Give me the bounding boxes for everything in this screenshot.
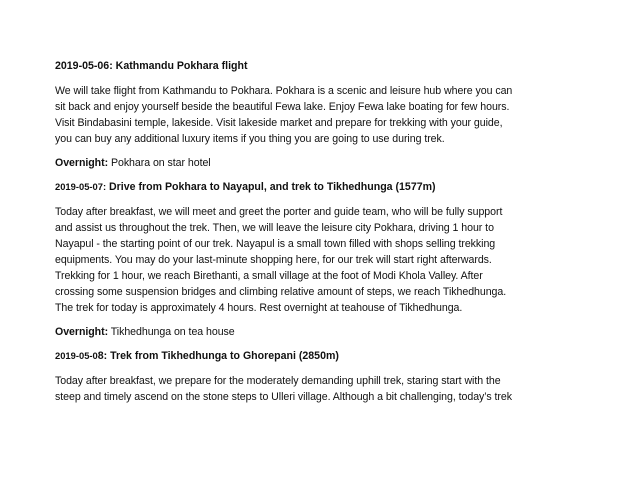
day2-heading (55, 179, 590, 195)
day1-line: you can buy any additional luxury items if you thing you are going to use during trek. (55, 133, 445, 145)
day3-date: 2019-05-0 (55, 350, 98, 361)
day2-description (55, 204, 590, 316)
day3-line: Today after breakfast, we prepare for the moderately demanding uphill trek, staring start with the (55, 375, 501, 387)
day1-line: sit back and enjoy yourself beside the beautiful Fewa lake. Enjoy Fewa lake boating for few hours. (55, 101, 510, 113)
day2-title: Drive from Pokhara to Nayapul, and trek to Tikhedhunga (1577m) (106, 181, 436, 193)
day3-line: steep and timely ascend on the stone steps to Ulleri village. Although a bit challenging, today’s trek (55, 391, 512, 403)
itinerary-document (55, 58, 590, 413)
day2-line: The trek for today is approximately 4 hours. Rest overnight at teahouse of Tikhedhunga. (55, 302, 463, 314)
day1-title: Kathmandu Pokhara flight (112, 60, 248, 72)
day1-overnight-text: Pokhara on star hotel (108, 157, 211, 169)
day2-overnight (55, 324, 590, 340)
day3-heading (55, 348, 590, 364)
day2-line: Today after breakfast, we will meet and greet the porter and guide team, who will be fully support (55, 206, 503, 218)
day1-overnight-label: Overnight: (55, 157, 109, 169)
day1-line: We will take flight from Kathmandu to Pokhara. Pokhara is a scenic and leisure hub where you can (55, 85, 513, 97)
day2-line: crossing some suspension bridges and climbing relative amount of steps, we reach Tikhedhunga. (55, 286, 507, 298)
day2-line: Nayapul - the starting point of our trek. Nayapul is a small town filled with shops selling trekking (55, 238, 496, 250)
day2-overnight-text: Tikhedhunga on tea house (108, 326, 235, 338)
day1-heading (55, 58, 590, 74)
day2-overnight-label: Overnight: (55, 326, 109, 338)
day3-title: Trek from Tikhedhunga to Ghorepani (2850m) (107, 350, 339, 362)
day2-line: equipments. You may do your last-minute shopping here, for our trek will start right afterwards. (55, 254, 492, 266)
day2-date: 2019-05-07: (55, 181, 107, 192)
day2-line: and assist us throughout the trek. Then, we will leave the leisure city Pokhara, driving 1 hour to (55, 222, 494, 234)
day3-description (55, 373, 590, 405)
day1-overnight (55, 155, 590, 171)
day3-date-suffix: 8: (97, 350, 108, 362)
day2-line: Trekking for 1 hour, we reach Birethanti, a small village at the foot of Modi Khola Valley. After (55, 270, 483, 282)
day1-date: 2019-05-06: (55, 60, 113, 72)
day1-line: Visit Bindabasini temple, lakeside. Visit lakeside market and prepare for trekking with your guide, (55, 117, 503, 129)
day1-description (55, 83, 590, 147)
